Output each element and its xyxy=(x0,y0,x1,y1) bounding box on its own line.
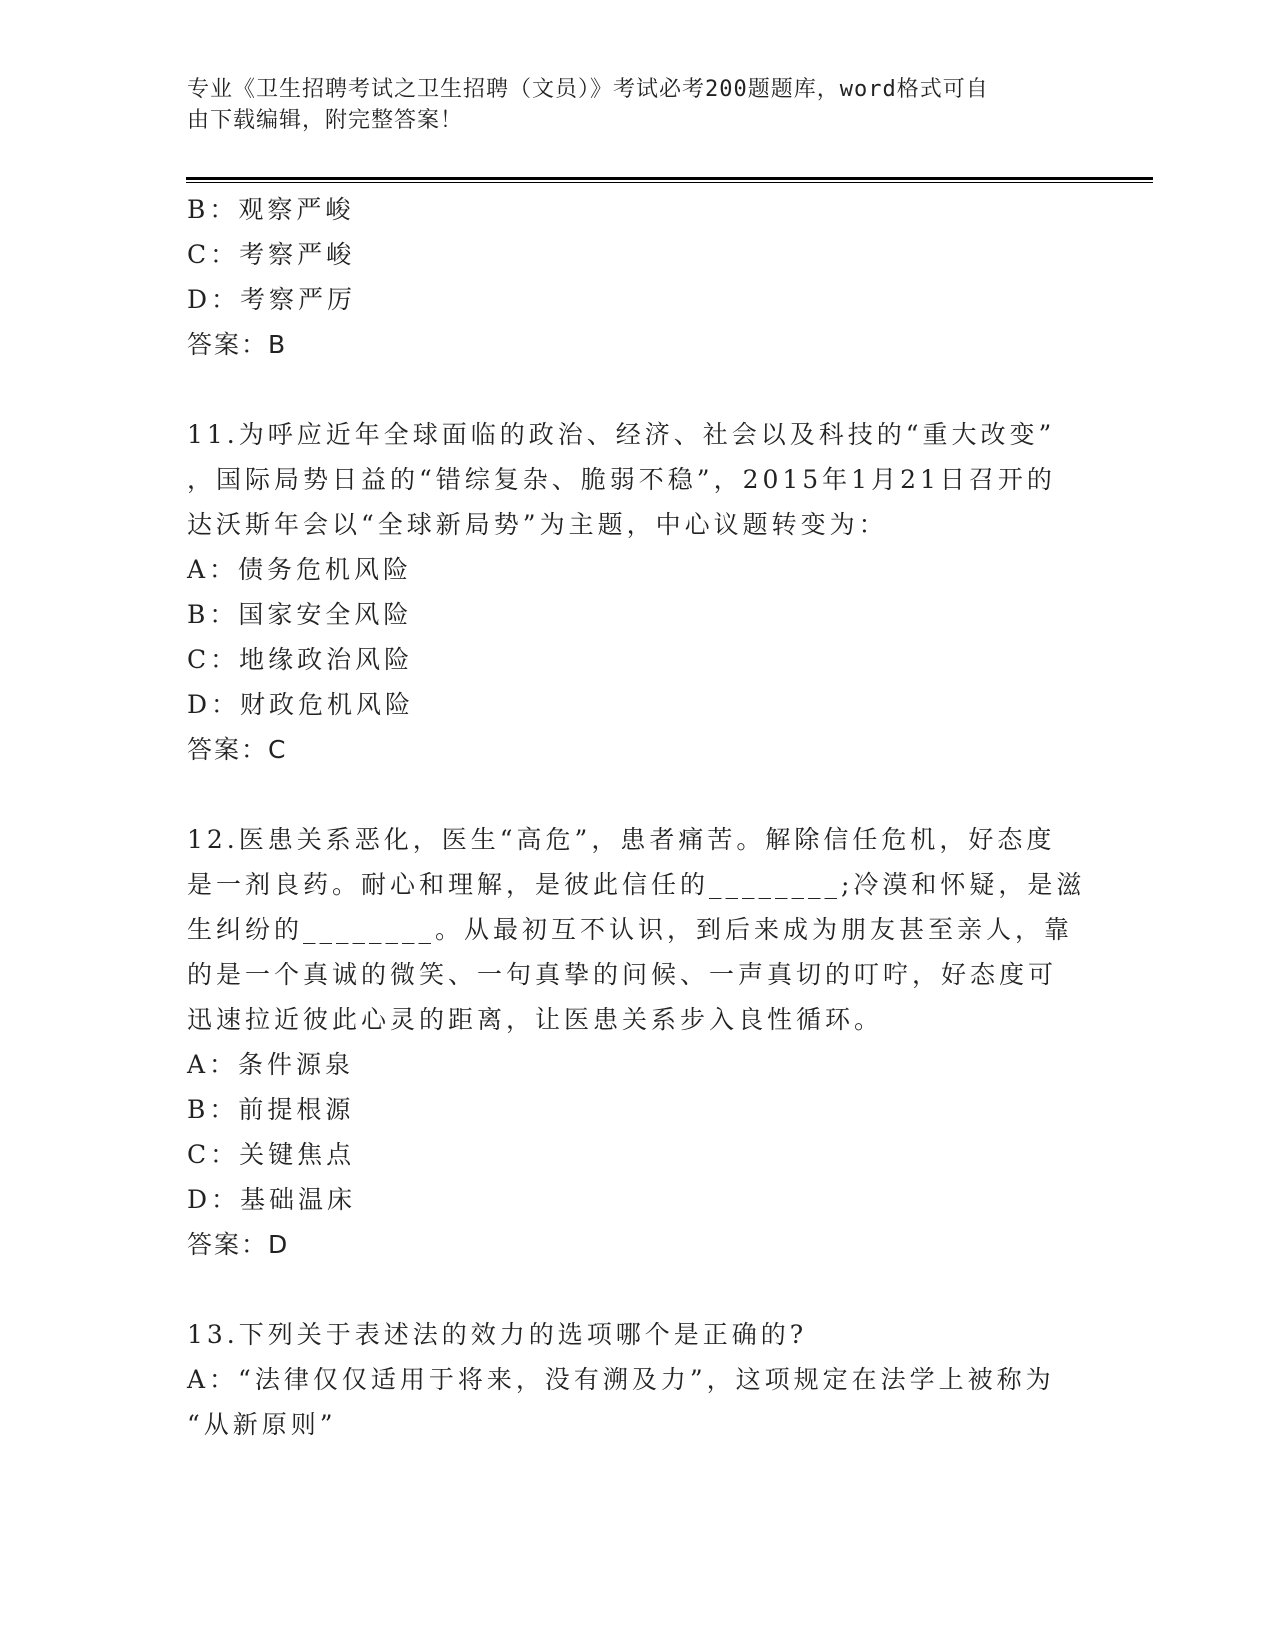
option-a: A：条件源泉 xyxy=(187,1050,355,1079)
document-header xyxy=(187,74,1067,136)
question-stem-line: 达沃斯年会以“全球新局势”为主题，中心议题转变为： xyxy=(187,510,888,539)
option-b: B：前提根源 xyxy=(187,1095,355,1124)
question-stem-line: ，国际局势日益的“错综复杂、脆弱不稳”，2015年1月21日召开的 xyxy=(187,465,1056,494)
question-stem-line: 迅速拉近彼此心灵的距离，让医患关系步入良性循环。 xyxy=(187,1005,884,1034)
option-c: C：地缘政治风险 xyxy=(187,645,414,674)
spacer xyxy=(187,1267,1087,1312)
question-stem-line: 的是一个真诚的微笑、一句真挚的问候、一声真切的叮咛，好态度可 xyxy=(187,960,1058,989)
question-stem-line: 是一剂良药。耐心和理解，是彼此信任的________;冷漠和怀疑，是滋 xyxy=(187,870,1086,899)
option-a-continued: “从新原则” xyxy=(187,1410,337,1439)
spacer xyxy=(187,772,1087,817)
option-b: B：观察严峻 xyxy=(187,195,355,224)
question-list xyxy=(187,187,1087,1447)
answer-line: 答案：D xyxy=(187,1230,290,1259)
question-block xyxy=(187,1312,1087,1447)
header-divider-thin xyxy=(186,182,1153,183)
question-stem-line: 生纠纷的________。从最初互不认识，到后来成为朋友甚至亲人，靠 xyxy=(187,915,1074,944)
option-d: D：财政危机风险 xyxy=(187,690,415,719)
spacer xyxy=(187,367,1087,412)
question-block xyxy=(187,412,1087,772)
question-block xyxy=(187,187,1087,367)
question-block xyxy=(187,817,1087,1267)
option-b: B：国家安全风险 xyxy=(187,600,413,629)
option-c: C：考察严峻 xyxy=(187,240,356,269)
option-a: A：“法律仅仅适用于将来，没有溯及力”，这项规定在法学上被称为 xyxy=(187,1365,1055,1394)
question-stem-line: 11.为呼应近年全球面临的政治、经济、社会以及科技的“重大改变” xyxy=(187,420,1056,449)
header-divider-thick xyxy=(186,177,1153,180)
header-line-2: 由下载编辑，附完整答案！ xyxy=(187,108,464,133)
option-a: A：债务危机风险 xyxy=(187,555,413,584)
header-line-1: 专业《卫生招聘考试之卫生招聘（文员）》考试必考200题题库，word格式可自 xyxy=(187,77,989,102)
answer-line: 答案：C xyxy=(187,735,288,764)
question-stem-line: 13.下列关于表述法的效力的选项哪个是正确的? xyxy=(187,1320,808,1349)
option-c: C：关键焦点 xyxy=(187,1140,356,1169)
option-d: D：考察严厉 xyxy=(187,285,357,314)
question-stem-line: 12.医患关系恶化，医生“高危”，患者痛苦。解除信任危机，好态度 xyxy=(187,825,1056,854)
option-d: D：基础温床 xyxy=(187,1185,357,1214)
answer-line: 答案：B xyxy=(187,330,288,359)
